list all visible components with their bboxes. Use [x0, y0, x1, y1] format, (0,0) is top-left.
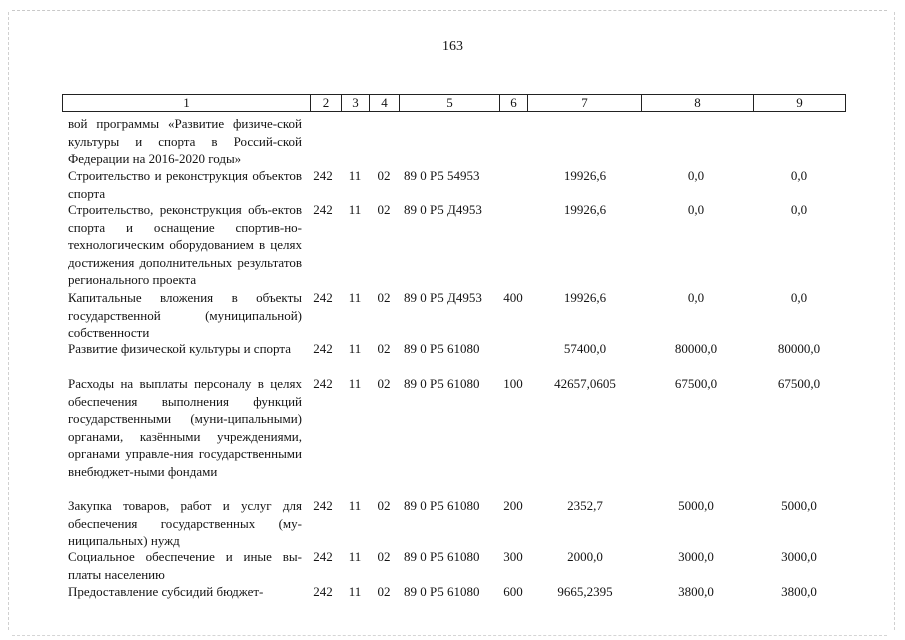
cell-column-7: 19926,6: [563, 290, 607, 305]
cell-column-2: 242: [313, 168, 333, 183]
cell-column-3: 11: [348, 202, 362, 217]
row-name: Социальное обеспечение и иные вы-платы населению: [68, 549, 302, 582]
page-number: 163: [442, 39, 463, 54]
cell-column-4: 02: [377, 498, 391, 513]
cell-column-2: 242: [313, 498, 333, 513]
cell-column-3: 11: [348, 290, 362, 305]
cell-column-7: 2000,0: [567, 549, 603, 564]
cell-column-4: 02: [377, 290, 391, 305]
cell-column-9: 0,0: [790, 168, 808, 183]
cell-column-7: 57400,0: [563, 341, 607, 356]
cell-column-9: 0,0: [790, 202, 808, 217]
column-header-9: 9: [753, 95, 845, 111]
cell-column-2: 242: [313, 376, 333, 391]
cell-column-6: 200: [503, 498, 523, 513]
column-header-6: 6: [499, 95, 527, 111]
cell-column-6: 300: [503, 549, 523, 564]
row-name: Строительство и реконструкция объектов спорта: [68, 168, 302, 201]
scan-edge-right: [894, 12, 895, 630]
cell-column-9: 0,0: [790, 290, 808, 305]
row-name: Расходы на выплаты персоналу в целях обеспечения выполнения функций государственными (муни-ципальными) органами, казёнными учреждениями, органами управле-ния государственными внебюджет-ными фондами: [68, 376, 302, 479]
cell-column-9: 3000,0: [781, 549, 817, 564]
column-header-4: 4: [369, 95, 399, 111]
cell-column-7: 19926,6: [563, 202, 607, 217]
column-header-8: 8: [641, 95, 753, 111]
scan-edge-bottom: [12, 635, 887, 636]
cell-column-5: 89 0 Р5 Д4953: [404, 202, 482, 217]
cell-column-2: 242: [313, 549, 333, 564]
row-name: Строительство, реконструкция объ-ектов спорта и оснащение спортив-но-технологическим оборудованием в целях достижения дополнительных результатов регионального проекта: [68, 202, 302, 287]
cell-column-6: 600: [503, 584, 523, 599]
scan-edge-left: [8, 12, 9, 630]
cell-column-9: 67500,0: [777, 376, 821, 391]
cell-column-3: 11: [348, 376, 362, 391]
cell-column-9: 5000,0: [781, 498, 817, 513]
cell-column-9: 80000,0: [777, 341, 821, 356]
cell-column-5: 89 0 Р5 61080: [404, 376, 480, 391]
cell-column-5: 89 0 Р5 61080: [404, 549, 480, 564]
row-name: вой программы «Развитие физиче-ской культуры и спорта в Россий-ской Федерации на 2016-2020 годы»: [68, 116, 302, 166]
cell-column-3: 11: [348, 549, 362, 564]
cell-column-5: 89 0 Р5 61080: [404, 584, 480, 599]
column-header-1: 1: [183, 95, 190, 110]
cell-column-5: 89 0 Р5 61080: [404, 498, 480, 513]
row-name: Предоставление субсидий бюджет-: [68, 584, 264, 599]
cell-column-8: 3000,0: [678, 549, 714, 564]
cell-column-7: 19926,6: [563, 168, 607, 183]
column-header-7: 7: [527, 95, 641, 111]
table-header: [62, 94, 846, 112]
cell-column-4: 02: [377, 584, 391, 599]
cell-column-2: 242: [313, 341, 333, 356]
cell-column-7: 9665,2395: [557, 584, 613, 599]
cell-column-3: 11: [348, 341, 362, 356]
cell-column-5: 89 0 Р5 54953: [404, 168, 480, 183]
cell-column-7: 2352,7: [567, 498, 603, 513]
column-header-3: 3: [341, 95, 369, 111]
row-name: Закупка товаров, работ и услуг для обеспечения государственных (му-ниципальных) нужд: [68, 498, 302, 548]
cell-column-4: 02: [377, 168, 391, 183]
cell-column-2: 242: [313, 290, 333, 305]
cell-column-8: 3800,0: [678, 584, 714, 599]
cell-column-5: 89 0 Р5 Д4953: [404, 290, 482, 305]
cell-column-3: 11: [348, 168, 362, 183]
cell-column-3: 11: [348, 584, 362, 599]
row-name: Капитальные вложения в объекты государственной (муниципальной) собственности: [68, 290, 302, 340]
cell-column-9: 3800,0: [781, 584, 817, 599]
scan-edge-top: [12, 10, 887, 11]
cell-column-3: 11: [348, 498, 362, 513]
cell-column-2: 242: [313, 584, 333, 599]
cell-column-8: 0,0: [687, 202, 705, 217]
cell-column-4: 02: [377, 549, 391, 564]
cell-column-5: 89 0 Р5 61080: [404, 341, 480, 356]
cell-column-4: 02: [377, 376, 391, 391]
cell-column-2: 242: [313, 202, 333, 217]
cell-column-8: 5000,0: [678, 498, 714, 513]
cell-column-7: 42657,0605: [554, 376, 616, 391]
cell-column-8: 0,0: [687, 290, 705, 305]
cell-column-4: 02: [377, 202, 391, 217]
column-header-2: 2: [310, 95, 341, 111]
cell-column-8: 80000,0: [674, 341, 718, 356]
cell-column-6: 400: [503, 290, 523, 305]
cell-column-8: 67500,0: [674, 376, 718, 391]
column-header-5: 5: [399, 95, 499, 111]
cell-column-8: 0,0: [687, 168, 705, 183]
cell-column-6: 100: [503, 376, 523, 391]
cell-column-4: 02: [377, 341, 391, 356]
row-name: Развитие физической культуры и спорта: [68, 341, 291, 356]
